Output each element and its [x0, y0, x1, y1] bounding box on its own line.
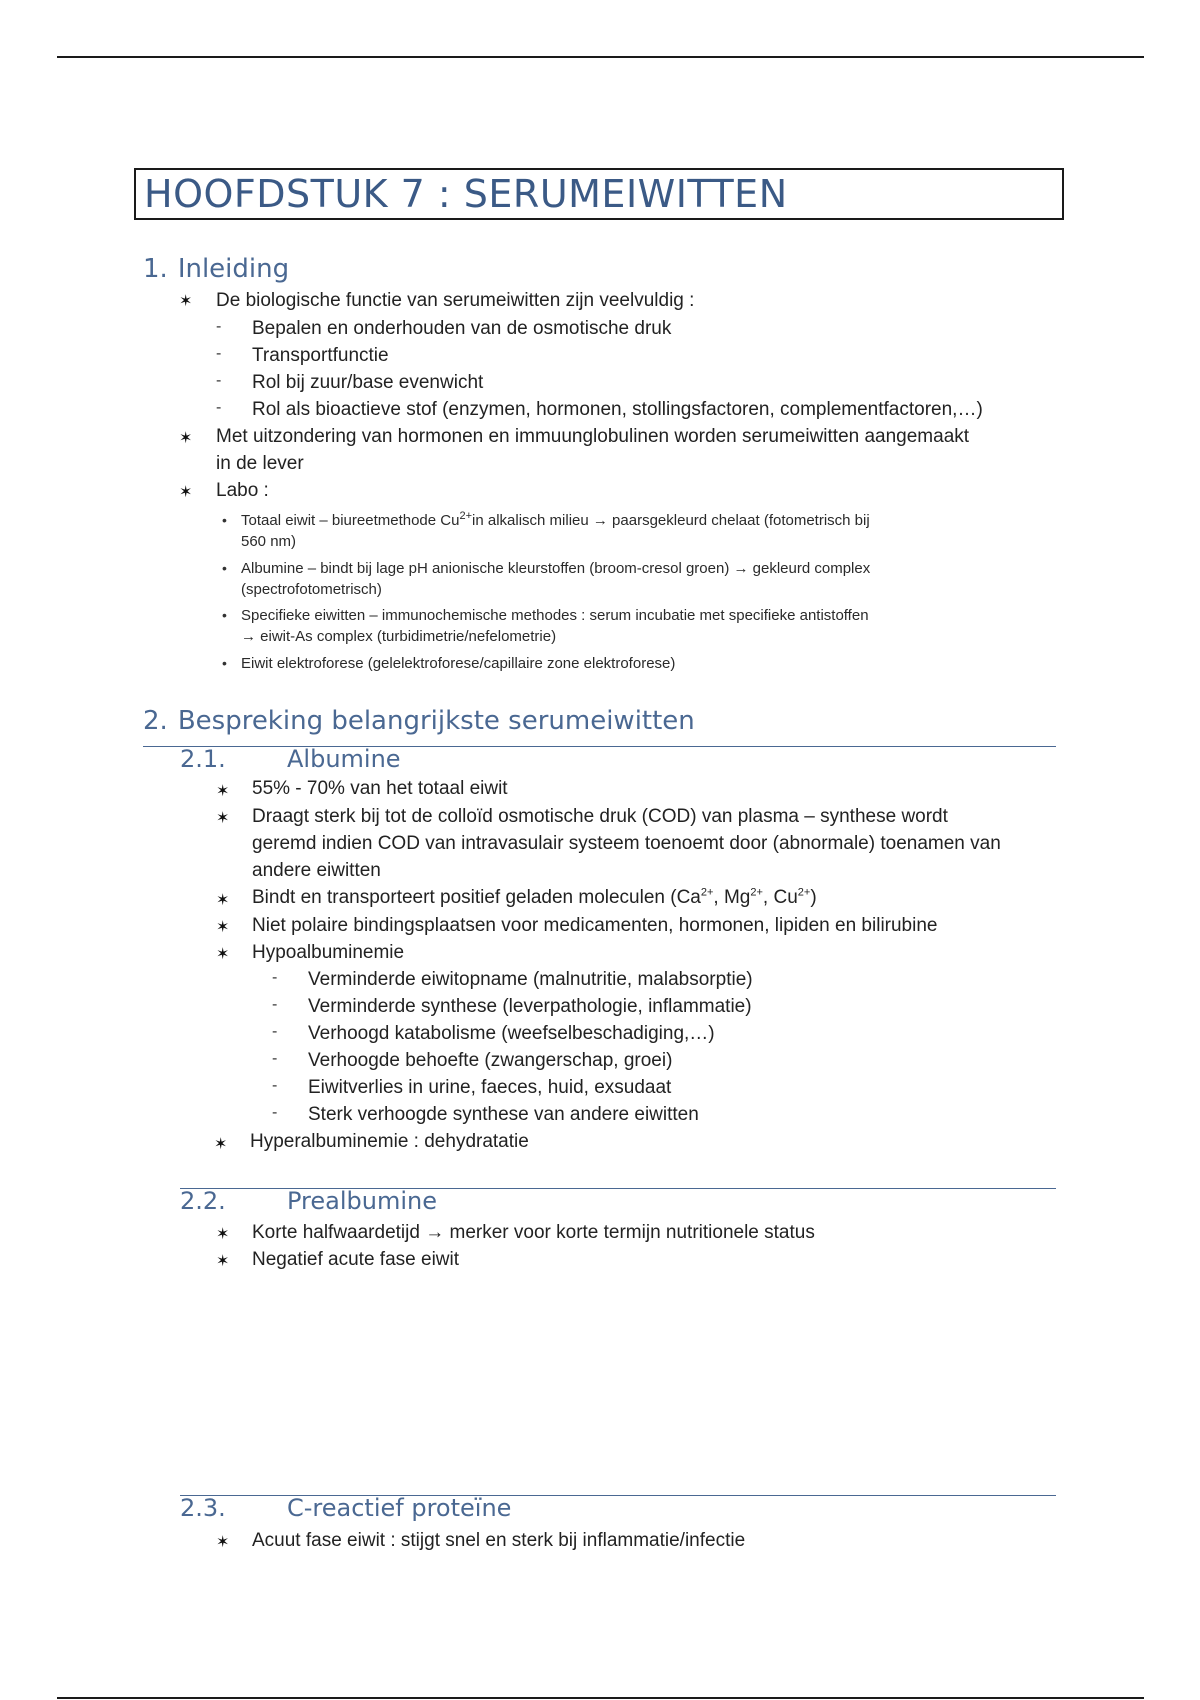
- albumine-bullet-2-line-3: andere eiwitten: [252, 860, 381, 881]
- star-bullet-icon: ✶: [179, 430, 193, 447]
- star-bullet-icon: ✶: [179, 293, 193, 310]
- subsection-2-3-heading: 2.3. C-reactief proteïne: [180, 1494, 512, 1522]
- albumine-bullet-2-line-2: geremd indien COD van intravasulair systeem toenoemt door (abnormale) toenamen van: [252, 833, 1001, 854]
- labo-item-3-line-2: → eiwit-As complex (turbidimetrie/nefelometrie): [241, 628, 557, 645]
- star-bullet-icon: ✶: [216, 946, 230, 963]
- dash-bullet-icon: -: [272, 1023, 278, 1040]
- hypoalbuminemie-item: Eiwitverlies in urine, faeces, huid, exsudaat: [308, 1077, 672, 1098]
- dash-bullet-icon: -: [272, 1104, 278, 1121]
- dash-bullet-icon: -: [272, 969, 278, 986]
- star-bullet-icon: ✶: [216, 919, 230, 936]
- chapter-title: HOOFDSTUK 7 : SERUMEIWITTEN: [144, 172, 788, 216]
- s1-sub-item: Transportfunctie: [252, 345, 389, 366]
- s1-sub-item: Rol bij zuur/base evenwicht: [252, 372, 484, 393]
- s1-sub-item: Rol als bioactieve stof (enzymen, hormonen, stollingsfactoren, complementfactoren,…): [252, 399, 983, 420]
- albumine-bullet-4: Niet polaire bindingsplaatsen voor medicamenten, hormonen, lipiden en bilirubine: [252, 915, 938, 936]
- labo-item-4: Eiwit elektroforese (gelelektroforese/capillaire zone elektroforese): [241, 655, 676, 672]
- star-bullet-icon: ✶: [216, 1534, 230, 1551]
- labo-item-1-line-2: 560 nm): [241, 533, 297, 550]
- star-bullet-icon: ✶: [216, 1253, 230, 1270]
- s1-sub-item: Bepalen en onderhouden van de osmotische druk: [252, 318, 672, 339]
- dot-bullet-icon: •: [222, 512, 227, 528]
- albumine-bullet-1: 55% - 70% van het totaal eiwit: [252, 778, 508, 799]
- hypoalbuminemie-item: Sterk verhoogde synthese van andere eiwitten: [308, 1104, 699, 1125]
- chapter-title-box: [134, 168, 1064, 220]
- s1-bullet-2-line-1: Met uitzondering van hormonen en immuunglobulinen worden serumeiwitten aangemaakt: [216, 426, 970, 447]
- s1-bullet-3: Labo :: [216, 480, 269, 501]
- dash-bullet-icon: -: [216, 345, 222, 362]
- s1-bullet-1: De biologische functie van serumeiwitten zijn veelvuldig :: [216, 290, 695, 311]
- section-2-number: 2.: [143, 706, 168, 736]
- section-2-title: Bespreking belangrijkste serumeiwitten: [177, 706, 695, 736]
- dot-bullet-icon: •: [222, 607, 227, 623]
- hypoalbuminemie-item: Verhoogde behoefte (zwangerschap, groei): [308, 1050, 673, 1071]
- dot-bullet-icon: •: [222, 655, 227, 671]
- dash-bullet-icon: -: [216, 372, 222, 389]
- star-bullet-icon: ✶: [216, 810, 230, 827]
- dash-bullet-icon: -: [272, 1077, 278, 1094]
- subsection-2-1-heading: 2.1. Albumine: [180, 745, 401, 773]
- labo-item-2-line-1: Albumine – bindt bij lage pH anionische kleurstoffen (broom-cresol groen) → gekleurd complex: [241, 560, 871, 577]
- dash-bullet-icon: -: [216, 318, 222, 335]
- page-bottom-rule: [57, 1697, 1144, 1699]
- prealbumine-bullet-2: Negatief acute fase eiwit: [252, 1249, 460, 1270]
- prealbumine-bullet-1: Korte halfwaardetijd → merker voor korte termijn nutritionele status: [252, 1222, 815, 1243]
- albumine-bullet-5: Hypoalbuminemie: [252, 942, 405, 963]
- section-1-number: 1.: [143, 254, 168, 284]
- albumine-bullet-2-line-1: Draagt sterk bij tot de colloïd osmotische druk (COD) van plasma – synthese wordt: [252, 806, 948, 827]
- star-bullet-icon: ✶: [216, 892, 230, 909]
- section-1-title: Inleiding: [177, 254, 290, 284]
- star-bullet-icon: ✶: [216, 783, 230, 800]
- section-1-heading: [143, 254, 289, 284]
- labo-item-3-line-1: Specifieke eiwitten – immunochemische methodes : serum incubatie met specifieke antistoffen: [241, 607, 869, 624]
- labo-item-2-line-2: (spectrofotometrisch): [241, 581, 382, 598]
- star-bullet-icon: ✶: [214, 1136, 228, 1153]
- dash-bullet-icon: -: [272, 996, 278, 1013]
- star-bullet-icon: ✶: [216, 1226, 230, 1243]
- star-bullet-icon: ✶: [179, 484, 193, 501]
- hypoalbuminemie-item: Verminderde synthese (leverpathologie, inflammatie): [308, 996, 752, 1017]
- hypoalbuminemie-item: Verminderde eiwitopname (malnutritie, malabsorptie): [308, 969, 753, 990]
- dot-bullet-icon: •: [222, 560, 227, 576]
- subsection-2-2-heading: 2.2. Prealbumine: [180, 1187, 437, 1215]
- dash-bullet-icon: -: [216, 399, 222, 416]
- labo-item-1-line-1: Totaal eiwit – biureetmethode $Cu^{2+}in$ alkalisch milieu → paarsgekleurd chelaat (fotometrisch bij: [241, 510, 870, 529]
- dash-bullet-icon: -: [272, 1050, 278, 1067]
- section-2-heading: [143, 706, 695, 736]
- albumine-bullet-6: Hyperalbuminemie : dehydratatie: [250, 1131, 529, 1152]
- s1-bullet-2-line-2: in de lever: [216, 453, 304, 474]
- crp-bullet-1: Acuut fase eiwit : stijgt snel en sterk bij inflammatie/infectie: [252, 1530, 746, 1551]
- hypoalbuminemie-item: Verhoogd katabolisme (weefselbeschadiging,…): [308, 1023, 715, 1044]
- albumine-bullet-3: Bindt en transporteert positief geladen moleculen ($Ca^{2+}$, $Mg^{2+}$, $Cu^{2+}$): [252, 886, 817, 908]
